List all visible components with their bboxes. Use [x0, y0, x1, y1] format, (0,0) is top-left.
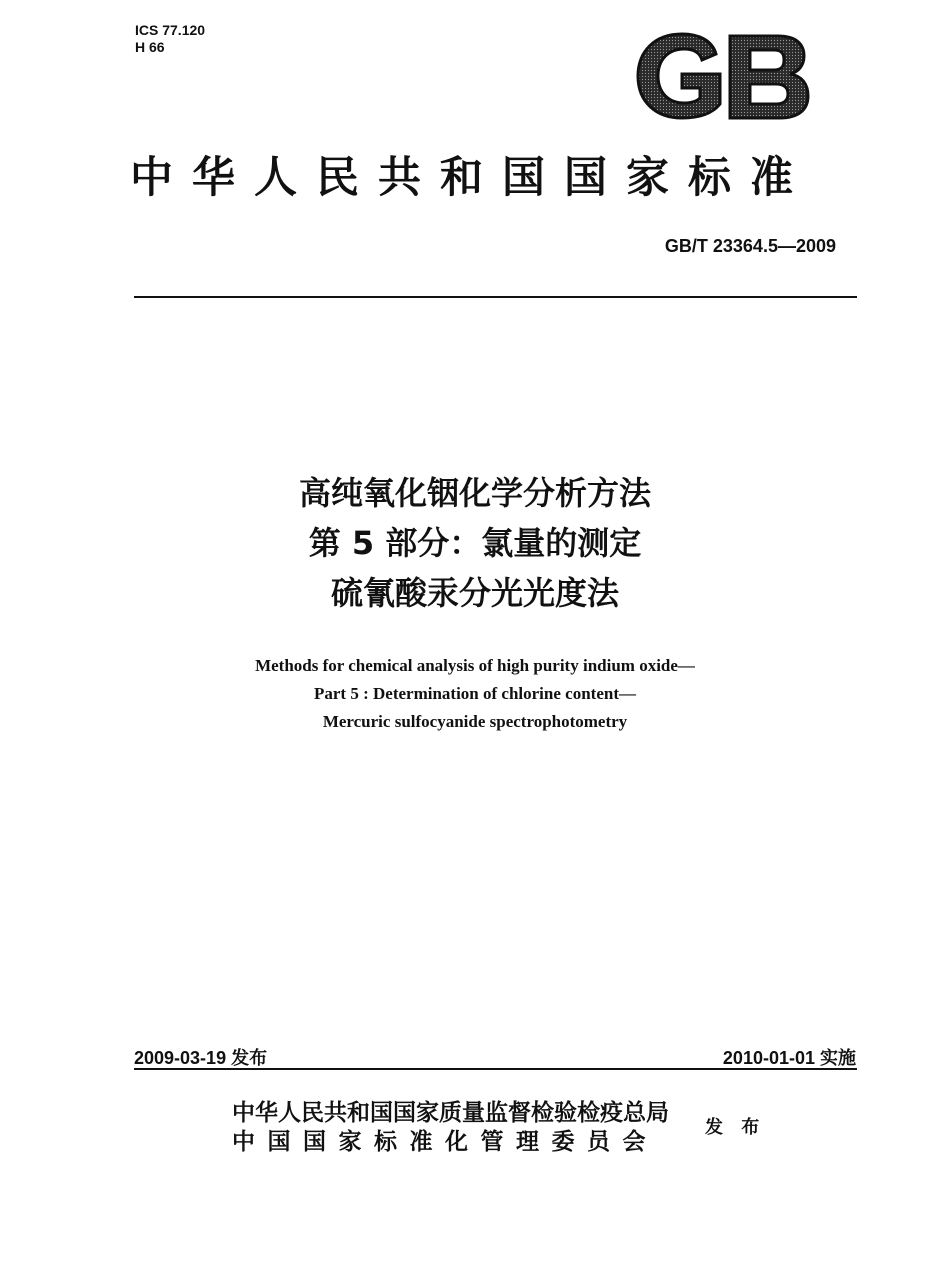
english-title-line-3: Mercuric sulfocyanide spectrophotometry: [322, 712, 628, 731]
publish-label: 发 布: [705, 1117, 766, 1138]
implementation-date: 2010-01-01 实施: [722, 1048, 856, 1068]
gb-logo-text: GB: [632, 30, 634, 31]
ics-code: ICS 77.120: [135, 22, 206, 38]
issue-date: 2009-03-19 发布: [134, 1048, 268, 1068]
top-divider: [134, 296, 857, 298]
bottom-divider: [134, 1068, 857, 1070]
issuer-aqsiq: 中华人民共和国国家质量监督检验检疫总局: [232, 1099, 669, 1126]
chinese-title: [0, 468, 950, 618]
national-standard-title: 中华人民共和国国家标准: [130, 153, 812, 203]
english-title: [0, 652, 950, 736]
issuing-authorities: [232, 1098, 669, 1156]
chinese-title-line-3: 硫氰酸汞分光光度法: [330, 574, 619, 612]
ccs-code: H 66: [135, 39, 165, 55]
english-title-line-1: Methods for chemical analysis of high purity indium oxide—: [255, 656, 695, 675]
chinese-title-line-2: 第 5 部分：氯量的测定: [308, 524, 642, 562]
chinese-title-line-1: 高纯氧化铟化学分析方法: [298, 474, 651, 512]
standard-number: GB/T 23364.5—2009: [664, 236, 836, 256]
issuer-sac: 中国国家标准化管理委员会: [232, 1128, 658, 1155]
english-title-line-2: Part 5 : Determination of chlorine content—: [314, 684, 636, 703]
classification-codes: [135, 22, 205, 56]
gb-logo: [632, 30, 812, 122]
